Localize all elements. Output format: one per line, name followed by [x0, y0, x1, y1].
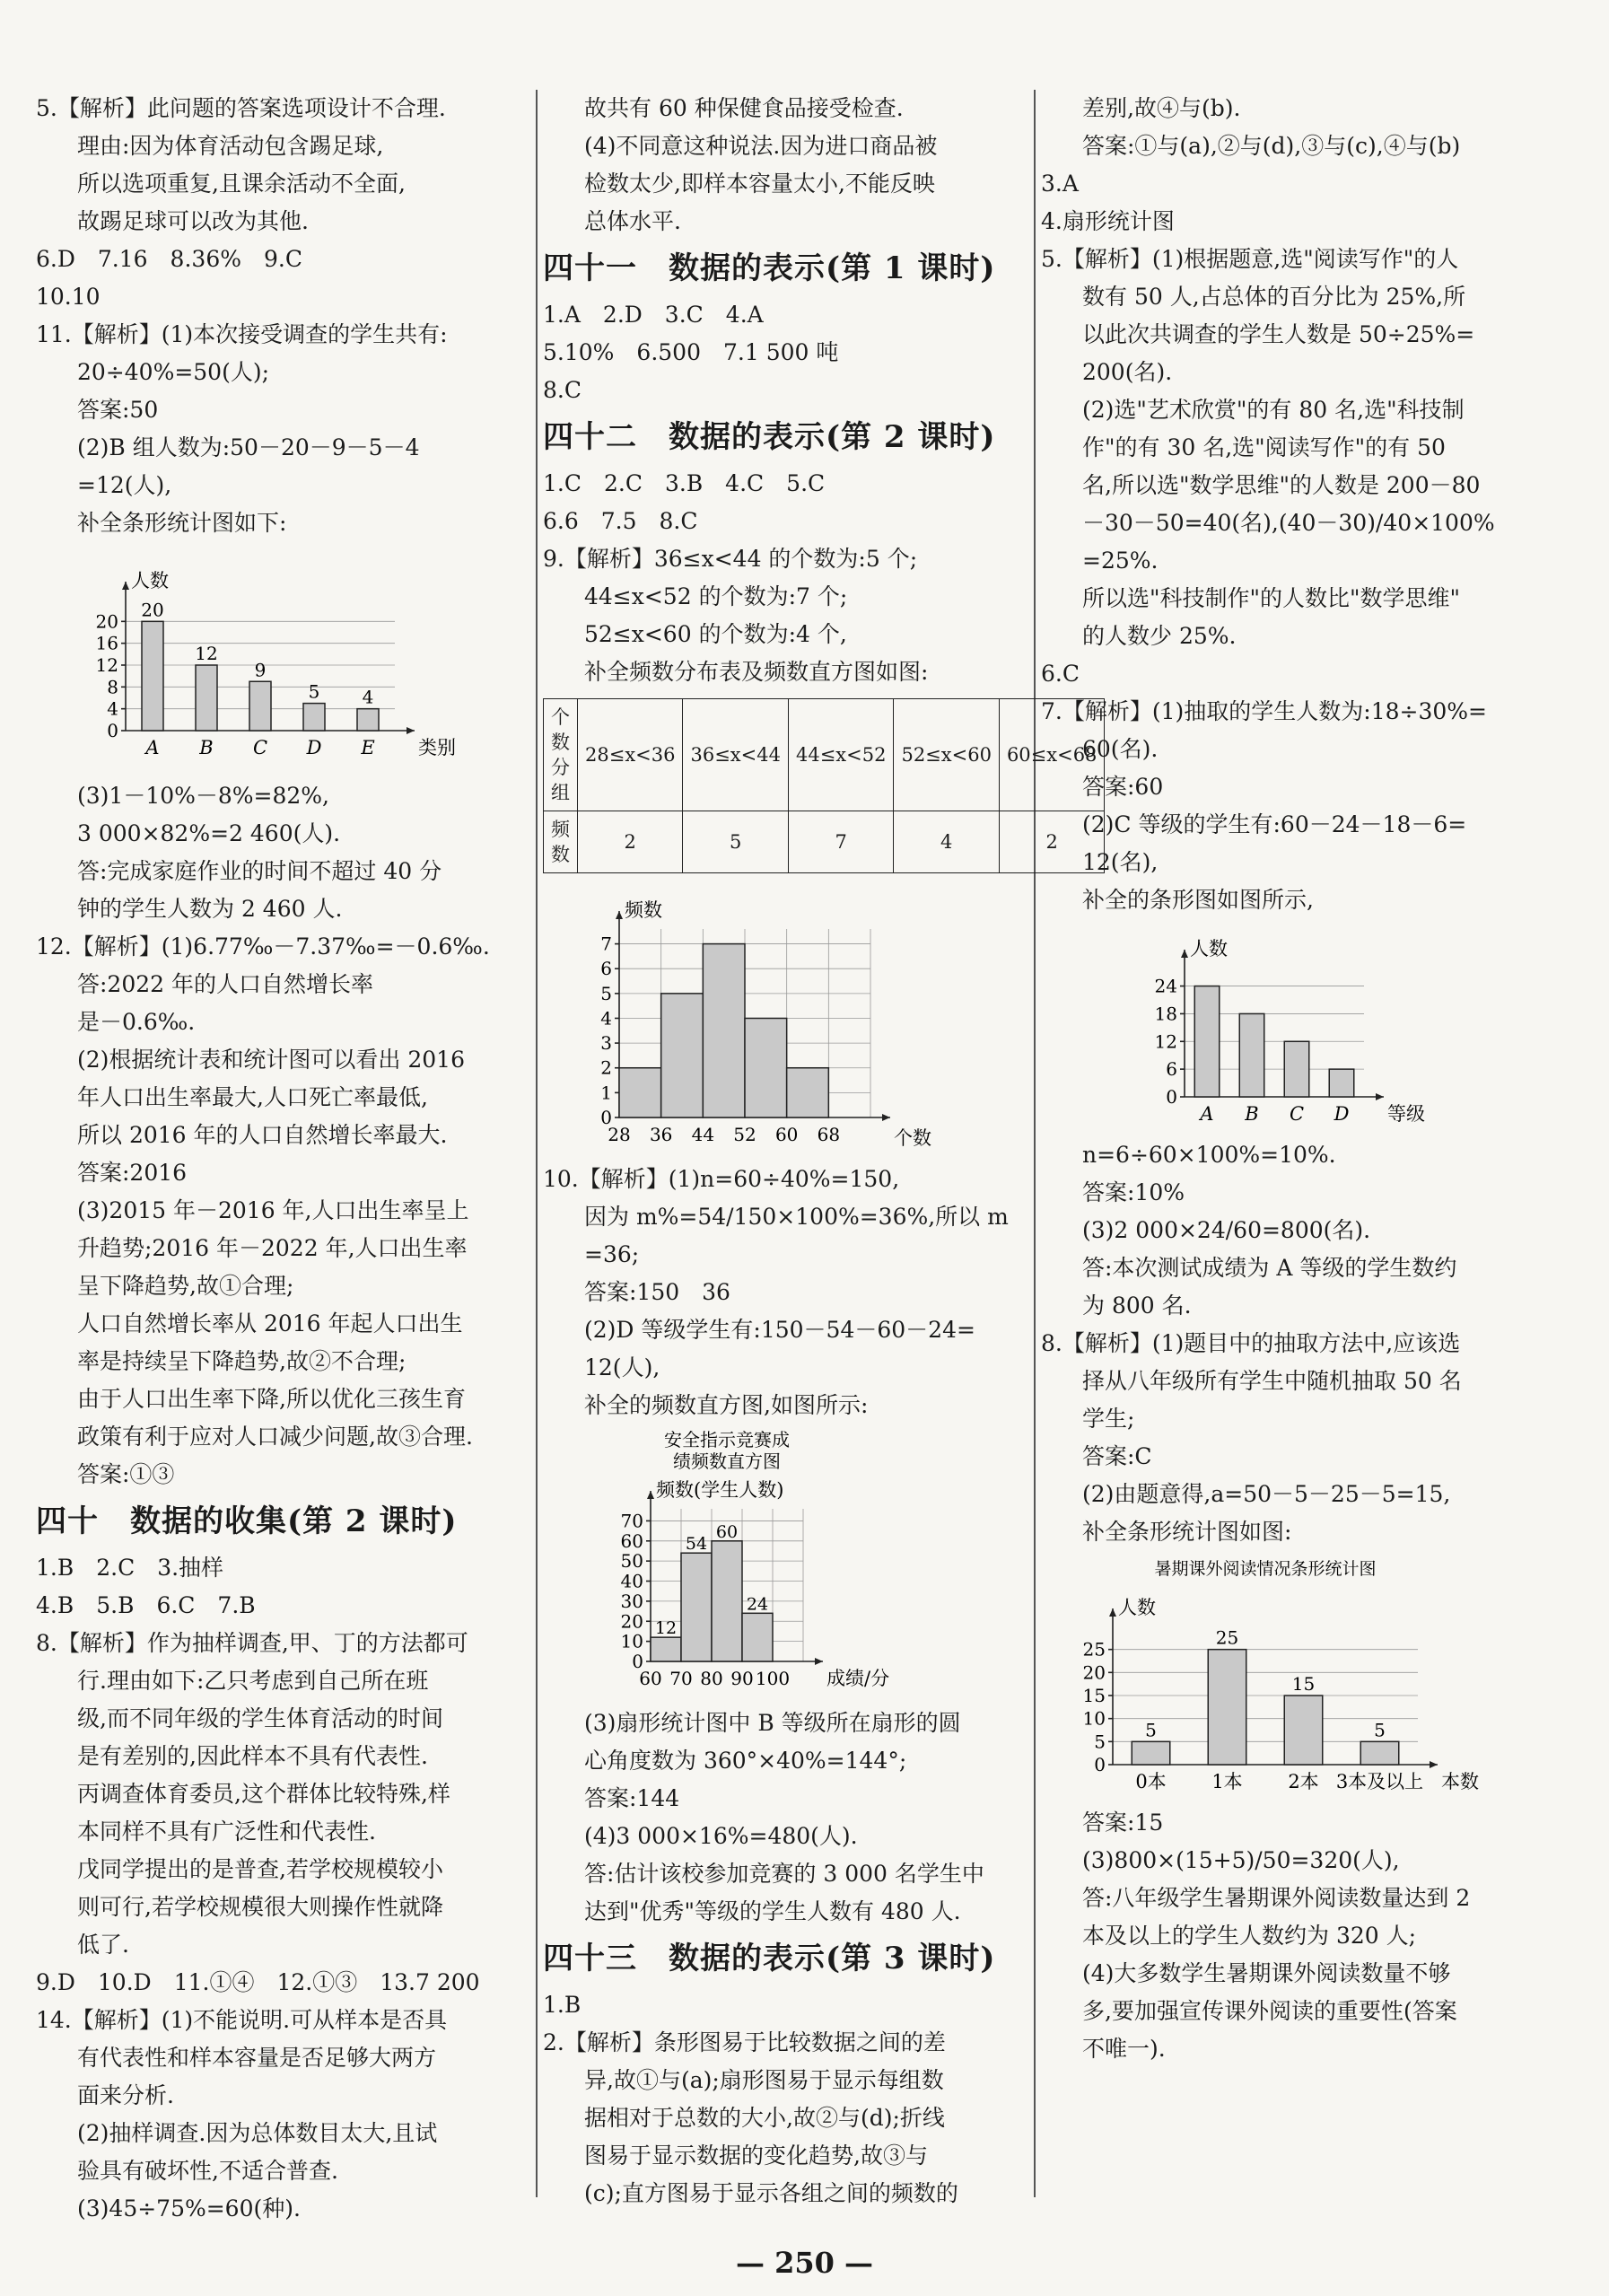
y-tick-label: 1	[600, 1082, 612, 1104]
text-line: 答案:15	[1082, 1810, 1164, 1836]
x-tick-label: 36	[649, 1124, 673, 1145]
x-tick-label: B	[199, 737, 214, 758]
y-tick-label: 7	[600, 933, 612, 955]
text-line: 答案:144	[584, 1785, 680, 1811]
text-line: (2)B 组人数为:50－20－9－5－4	[77, 434, 420, 460]
chart-title: 暑期课外阅读情况条形统计图	[1154, 1559, 1377, 1579]
x-tick-label: C	[1289, 1103, 1305, 1125]
text-line: 所以 2016 年的人口自然增长率最大.	[77, 1122, 448, 1148]
x-axis-label: 本数	[1441, 1771, 1479, 1792]
x-tick-label: 28	[608, 1124, 631, 1145]
bar	[745, 1018, 787, 1117]
y-tick-label: 10	[620, 1630, 643, 1652]
x-tick-label: D	[1334, 1103, 1350, 1125]
column-right	[1041, 90, 1579, 2215]
text-line: 答:八年级学生暑期课外阅读数量达到 2	[1082, 1885, 1471, 1911]
text-line: 所以选项重复,且课余活动不全面,	[77, 171, 406, 197]
page-number: — 250 —	[735, 2246, 874, 2280]
table-cell: 7	[788, 811, 893, 873]
frequency-table	[543, 698, 1105, 873]
x-tick-label: 70	[669, 1668, 693, 1689]
x-arrow	[882, 1114, 890, 1121]
text-line: (4)大多数学生暑期课外阅读数量不够	[1082, 1960, 1451, 1986]
page-number-value: 250	[774, 2246, 835, 2280]
y-tick-label: 3	[600, 1032, 612, 1055]
text-line: 答案:10%	[1082, 1179, 1185, 1205]
text-line: 答:估计该校参加竞赛的 3 000 名学生中	[584, 1861, 984, 1887]
text-line: 择从八年级所有学生中随机抽取 50 名	[1082, 1368, 1462, 1394]
bar	[1194, 986, 1220, 1097]
text-line: 2.【解析】条形图易于比较数据之间的差	[543, 2029, 946, 2055]
bar	[303, 704, 325, 731]
text-line: 检数太少,即样本容量太小,不能反映	[584, 171, 935, 197]
table-cell: 个数分组	[544, 699, 578, 811]
table-cell: 36≤x<44	[683, 699, 788, 811]
table-cell: 28≤x<36	[578, 699, 683, 811]
text-line: =25%.	[1082, 548, 1159, 574]
text-line: 补全频数分布表及频数直方图如图:	[584, 659, 929, 685]
text-line: 人口自然增长率从 2016 年起人口出生	[77, 1310, 463, 1336]
y-tick-label: 8	[107, 676, 118, 698]
y-tick-label: 4	[107, 697, 118, 720]
text-line: 是有差别的,因此样本不具有代表性.	[77, 1743, 428, 1769]
text-line: 答案:2016	[77, 1160, 188, 1186]
text-line: 因为 m%=54/150×100%=36%,所以 m	[584, 1204, 1009, 1230]
text-line: 有代表性和样本容量是否足够大两方	[77, 2045, 437, 2071]
text-line: =36;	[584, 1241, 640, 1267]
text-line: 12(名),	[1082, 849, 1159, 875]
text-line: 3 000×82%=2 460(人).	[77, 820, 341, 846]
y-tick-label: 15	[1082, 1685, 1106, 1706]
y-axis-label: 人数	[1190, 938, 1228, 960]
bar	[619, 1068, 661, 1117]
y-arrow	[122, 582, 129, 590]
text-line: (2)C 等级的学生有:60－24－18－6=	[1082, 811, 1467, 837]
bar-value-label: 5	[1145, 1719, 1157, 1741]
y-tick-label: 25	[1082, 1638, 1106, 1661]
y-tick-label: 40	[620, 1570, 643, 1592]
x-tick-label: E	[361, 737, 375, 758]
text-line: 答:本次测试成绩为 A 等级的学生数约	[1082, 1255, 1457, 1281]
text-line: 答案:60	[1082, 774, 1164, 800]
bar-value-label: 12	[195, 643, 218, 664]
text-line: 6.C	[1041, 661, 1080, 687]
text-line: 60(名).	[1082, 736, 1159, 762]
text-line: (2)根据统计表和统计图可以看出 2016	[77, 1047, 465, 1073]
text-line: 补全条形统计图如图:	[1082, 1519, 1292, 1545]
y-tick-label: 18	[1154, 1003, 1177, 1025]
bar	[249, 681, 271, 731]
x-tick-label: 2本	[1288, 1771, 1319, 1792]
column-divider	[1034, 90, 1036, 2197]
y-arrow	[1181, 950, 1188, 958]
y-tick-label: 0	[632, 1651, 643, 1672]
text-line: 学生;	[1082, 1406, 1135, 1432]
text-line: 理由:因为体育活动包含踢足球,	[77, 133, 384, 159]
text-line: 呈下降趋势,故①合理;	[77, 1273, 294, 1299]
x-tick-label: A	[1200, 1103, 1214, 1125]
bar	[703, 944, 745, 1117]
table-cell: 2	[578, 811, 683, 873]
table-cell: 60≤x<68	[999, 699, 1104, 811]
text-line: 据相对于总数的大小,故②与(d);折线	[584, 2105, 945, 2131]
text-line: n=6÷60×100%=10%.	[1082, 1142, 1336, 1168]
chart-q11	[72, 546, 485, 770]
chart-title: 安全指示竞赛成	[664, 1429, 790, 1450]
text-line: 数有 50 人,占总体的百分比为 25%,所	[1082, 284, 1466, 310]
text-line: 政策有利于应对人口减少问题,故③合理.	[77, 1424, 473, 1450]
bar	[661, 994, 704, 1117]
text-line: 4.扇形统计图	[1041, 208, 1175, 234]
text-line: (3)1－10%－8%=82%,	[77, 783, 330, 809]
text-line: 故踢足球可以改为其他.	[77, 208, 309, 234]
text-line: (3)扇形统计图中 B 等级所在扇形的圆	[584, 1710, 961, 1736]
y-tick-label: 0	[1094, 1754, 1106, 1775]
y-tick-label: 0	[600, 1107, 612, 1128]
text-line: 面来分析.	[77, 2082, 174, 2108]
text-line: 答:完成家庭作业的时间不超过 40 分	[77, 858, 442, 884]
text-line: 钟的学生人数为 2 460 人.	[77, 896, 343, 922]
text-line: 率是持续呈下降趋势,故②不合理;	[77, 1348, 407, 1374]
x-tick-label: 3本及以上	[1335, 1771, 1424, 1792]
table-cell: 频数	[544, 811, 578, 873]
text-line: (3)2015 年－2016 年,人口出生率呈上	[77, 1197, 469, 1223]
y-tick-label: 6	[1166, 1058, 1177, 1081]
chart-q10	[543, 1428, 920, 1697]
bar-value-label: 25	[1215, 1626, 1239, 1649]
text-line: 作"的有 30 名,选"阅读写作"的有 50	[1082, 434, 1446, 460]
text-line: 52≤x<60 的个数为:4 个,	[584, 621, 847, 647]
y-tick-label: 12	[1154, 1030, 1177, 1053]
text-line: 6.D 7.16 8.36% 9.C	[36, 246, 302, 272]
bar-value-label: 15	[1291, 1673, 1316, 1695]
bar-value-label: 24	[746, 1594, 769, 1615]
text-line: 3.A	[1041, 171, 1079, 197]
text-line: 本同样不具有广泛性和代表性.	[77, 1818, 376, 1845]
y-tick-label: 4	[600, 1007, 612, 1030]
bar-value-label: 5	[308, 680, 320, 703]
y-tick-label: 20	[1082, 1661, 1106, 1684]
text-line: 9.【解析】36≤x<44 的个数为:5 个;	[543, 546, 918, 572]
x-tick-label: 68	[817, 1124, 841, 1145]
y-axis-label: 人数	[1118, 1597, 1156, 1618]
text-line: 8.【解析】作为抽样调查,甲、丁的方法都可	[36, 1630, 468, 1656]
text-line: (4)不同意这种说法.因为进口商品被	[584, 133, 938, 159]
column-left	[36, 90, 529, 2222]
text-line: 图易于显示数据的变化趋势,故③与	[584, 2143, 928, 2169]
text-line: 行.理由如下:乙只考虑到自己所在班	[77, 1668, 429, 1694]
text-line: 异,故①与(a);扇形图易于显示每组数	[584, 2067, 944, 2093]
x-axis-label: 成绩/分	[826, 1668, 890, 1689]
text-line: 补全的频数直方图,如图所示:	[584, 1392, 869, 1418]
text-line: 6.6 7.5 8.C	[543, 508, 698, 534]
text-line: (2)选"艺术欣赏"的有 80 名,选"科技制	[1082, 397, 1465, 423]
text-line: 答案:①与(a),②与(d),③与(c),④与(b)	[1082, 133, 1461, 159]
y-axis-label: 频数	[625, 899, 662, 921]
table-row	[544, 811, 1105, 873]
text-line: 总体水平.	[584, 208, 681, 234]
x-tick-label: 60	[639, 1668, 662, 1689]
y-tick-label: 12	[95, 654, 118, 676]
text-line: －30－50=40(名),(40－30)/40×100%	[1082, 510, 1495, 536]
text-line: 11.【解析】(1)本次接受调查的学生共有:	[36, 321, 448, 347]
y-tick-label: 20	[620, 1610, 643, 1633]
text-line: 10.【解析】(1)n=60÷40%=150,	[543, 1166, 900, 1192]
bar	[742, 1613, 773, 1661]
y-axis-label: 频数(学生人数)	[656, 1479, 784, 1501]
text-line: 200(名).	[1082, 359, 1173, 385]
y-tick-label: 2	[600, 1056, 612, 1079]
text-line: (c);直方图易于显示各组之间的频数的	[584, 2180, 958, 2206]
section-heading: 四十二 数据的表示(第 2 课时)	[543, 419, 996, 455]
column-divider	[536, 90, 538, 2197]
bar-value-label: 20	[141, 599, 164, 621]
chart-q8	[1059, 1555, 1526, 1797]
text-line: 差别,故④与(b).	[1082, 95, 1241, 121]
table-cell: 5	[683, 811, 788, 873]
text-line: 答:2022 年的人口自然增长率	[77, 971, 373, 997]
y-tick-label: 30	[620, 1590, 643, 1612]
bar-value-label: 60	[715, 1521, 739, 1542]
y-arrow	[1109, 1608, 1116, 1617]
y-tick-label: 5	[1094, 1731, 1106, 1753]
x-tick-label: 100	[755, 1668, 791, 1689]
text-line: 以此次共调查的学生人数是 50÷25%=	[1082, 321, 1475, 347]
bar-value-label: 54	[685, 1534, 708, 1555]
bar	[1329, 1069, 1354, 1097]
text-line: 14.【解析】(1)不能说明.可从样本是否具	[36, 2007, 448, 2033]
x-axis-label: 个数	[894, 1127, 931, 1149]
y-tick-label: 60	[620, 1529, 643, 1552]
text-line: 4.B 5.B 6.C 7.B	[36, 1592, 256, 1618]
bar	[681, 1553, 712, 1661]
bar	[1284, 1041, 1309, 1097]
chart-title: 绩频数直方图	[673, 1450, 781, 1472]
text-line: (3)45÷75%=60(种).	[77, 2195, 301, 2222]
x-tick-label: B	[1245, 1103, 1259, 1125]
text-line: 8.C	[543, 377, 582, 403]
bar-value-label: 5	[1374, 1719, 1386, 1741]
bar	[142, 621, 163, 731]
bar	[1208, 1650, 1246, 1765]
y-arrow	[647, 1491, 654, 1499]
x-tick-label: A	[145, 737, 160, 758]
y-tick-label: 6	[600, 958, 612, 980]
text-line: 1.B	[543, 1992, 582, 2018]
text-line: 5.10% 6.500 7.1 500 吨	[543, 339, 839, 365]
bar	[651, 1637, 681, 1661]
text-line: 达到"优秀"等级的学生人数有 480 人.	[584, 1898, 961, 1924]
text-line: =12(人),	[77, 472, 172, 498]
text-line: 9.D 10.D 11.①④ 12.①③ 13.7 200	[36, 1969, 480, 1995]
y-axis-label: 人数	[131, 570, 169, 592]
text-line: 本及以上的学生人数约为 320 人;	[1082, 1923, 1417, 1949]
text-line: 1.A 2.D 3.C 4.A	[543, 302, 764, 328]
text-line: 故共有 60 种保健食品接受检查.	[584, 95, 904, 121]
text-line: 1.C 2.C 3.B 4.C 5.C	[543, 470, 826, 496]
text-line: 5.【解析】此问题的答案选项设计不合理.	[36, 95, 446, 121]
text-line: 的人数少 25%.	[1082, 623, 1237, 649]
text-line: 为 800 名.	[1082, 1293, 1192, 1319]
table-cell: 52≤x<60	[894, 699, 999, 811]
text-line: (4)3 000×16%=480(人).	[584, 1823, 858, 1849]
chart-q9	[565, 884, 942, 1153]
text-line: 不唯一).	[1082, 2036, 1166, 2062]
x-tick-label: 0本	[1135, 1771, 1167, 1792]
x-arrow	[407, 727, 415, 734]
text-line: 年人口出生率最大,人口死亡率最低,	[77, 1084, 428, 1110]
bar	[787, 1068, 829, 1117]
y-tick-label: 0	[1166, 1086, 1177, 1108]
text-line: 1.B 2.C 3.抽样	[36, 1555, 224, 1581]
bar	[357, 709, 379, 731]
text-line: 10.10	[36, 284, 101, 310]
x-tick-label: 44	[691, 1124, 715, 1145]
text-line: 验具有破坏性,不适合普查.	[77, 2158, 338, 2184]
x-tick-label: D	[306, 737, 322, 758]
bar	[196, 665, 217, 731]
y-tick-label: 70	[620, 1510, 643, 1532]
table-cell: 4	[894, 811, 999, 873]
x-tick-label: C	[252, 737, 268, 758]
text-line: 低了.	[77, 1932, 129, 1958]
y-tick-label: 10	[1082, 1707, 1106, 1730]
x-tick-label: 1本	[1211, 1771, 1243, 1792]
text-line: (3)800×(15+5)/50=320(人),	[1082, 1847, 1400, 1873]
y-tick-label: 0	[107, 720, 118, 741]
text-line: 则可行,若学校规模很大则操作性就降	[77, 1894, 443, 1920]
text-line: 由于人口出生率下降,所以优化三孩生育	[77, 1386, 466, 1412]
x-axis-label: 类别	[418, 737, 456, 758]
x-axis-label: 等级	[1387, 1103, 1425, 1125]
text-line: 戊同学提出的是普查,若学校规模较小	[77, 1856, 443, 1882]
x-tick-label: 80	[700, 1668, 723, 1689]
bar-value-label: 12	[654, 1618, 678, 1639]
x-arrow	[815, 1658, 823, 1665]
text-line: 答案:150 36	[584, 1279, 730, 1305]
text-line: 答案:①③	[77, 1461, 175, 1487]
section-heading: 四十 数据的收集(第 2 课时)	[36, 1503, 458, 1539]
text-line: 5.【解析】(1)根据题意,选"阅读写作"的人	[1041, 246, 1459, 272]
text-line: 级,而不同年级的学生体育活动的时间	[77, 1705, 443, 1731]
bar-value-label: 4	[362, 686, 374, 708]
text-line: (2)抽样调查.因为总体数目太大,且试	[77, 2120, 438, 2146]
text-line: (2)由题意得,a=50－5－25－5=15,	[1082, 1481, 1451, 1507]
y-tick-label: 24	[1154, 975, 1177, 997]
text-line: 名,所以选"数学思维"的人数是 200－80	[1082, 472, 1481, 498]
text-line: 心角度数为 360°×40%=144°;	[584, 1748, 907, 1774]
y-tick-label: 5	[600, 982, 612, 1004]
text-line: 8.【解析】(1)题目中的抽取方法中,应该选	[1041, 1330, 1461, 1356]
bar	[1360, 1741, 1399, 1765]
bar	[1132, 1741, 1170, 1765]
y-tick-label: 16	[95, 632, 118, 654]
section-heading: 四十三 数据的表示(第 3 课时)	[543, 1941, 996, 1976]
x-arrow	[1430, 1761, 1438, 1768]
text-line: 是－0.6‰.	[77, 1009, 196, 1035]
section-heading: 四十一 数据的表示(第 1 课时)	[543, 250, 996, 286]
bar	[1239, 1013, 1264, 1097]
x-tick-label: 52	[733, 1124, 756, 1145]
text-line: 7.【解析】(1)抽取的学生人数为:18÷30%=	[1041, 698, 1487, 724]
text-line: 所以选"科技制作"的人数比"数学思维"	[1082, 585, 1460, 611]
y-arrow	[616, 911, 623, 919]
y-tick-label: 20	[95, 610, 118, 633]
text-line: 补全条形统计图如下:	[77, 510, 287, 536]
text-line: 补全的条形图如图所示,	[1082, 887, 1314, 913]
text-line: 丙调查体育委员,这个群体比较特殊,样	[77, 1781, 450, 1807]
text-line: 44≤x<52 的个数为:7 个;	[584, 583, 848, 609]
table-cell: 2	[999, 811, 1104, 873]
text-line: 多,要加强宣传课外阅读的重要性(答案	[1082, 1998, 1457, 2024]
text-line: (3)2 000×24/60=800(名).	[1082, 1217, 1371, 1243]
text-line: 12(人),	[584, 1354, 660, 1380]
x-tick-label: 90	[730, 1668, 754, 1689]
text-line: 升趋势;2016 年－2022 年,人口出生率	[77, 1235, 468, 1261]
text-line: 12.【解析】(1)6.77‰－7.37‰=－0.6‰.	[36, 933, 490, 960]
bar	[712, 1541, 742, 1661]
bar	[1284, 1696, 1323, 1765]
y-tick-label: 50	[620, 1550, 643, 1573]
table-cell: 44≤x<52	[788, 699, 893, 811]
text-line: 答案:C	[1082, 1443, 1152, 1469]
chart-q7	[1113, 923, 1454, 1129]
text-line: 答案:50	[77, 397, 159, 423]
x-tick-label: 60	[774, 1124, 799, 1145]
text-line: (2)D 等级学生有:150－54－60－24=	[584, 1317, 975, 1343]
text-line: 20÷40%=50(人);	[77, 359, 270, 385]
x-arrow	[1376, 1093, 1384, 1100]
bar-value-label: 9	[254, 659, 267, 681]
table-row	[544, 699, 1105, 811]
